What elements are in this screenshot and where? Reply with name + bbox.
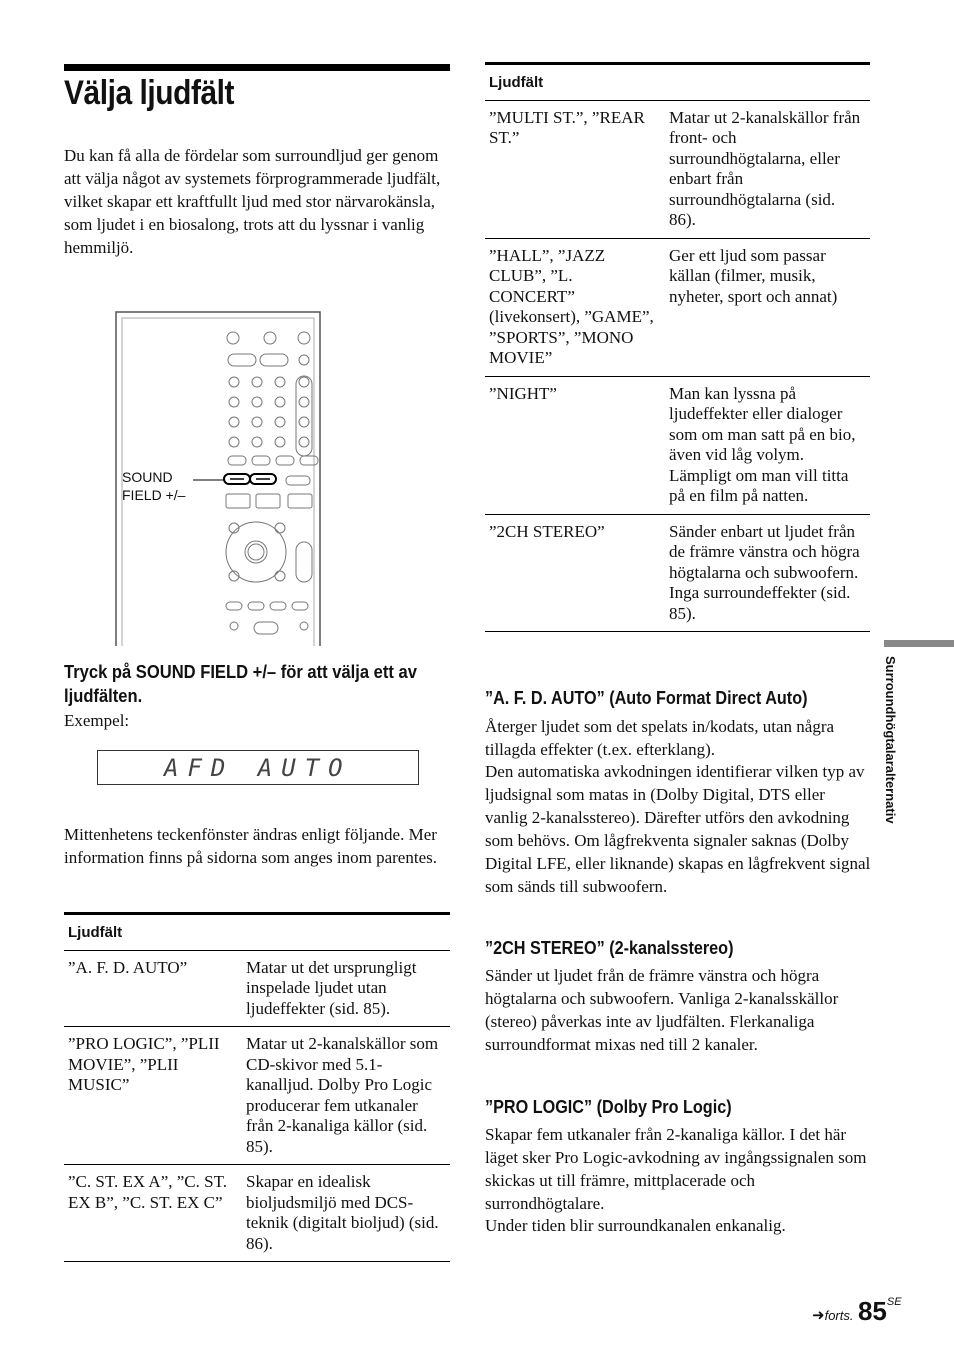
sound-field-label-line2: FIELD +/–: [122, 487, 186, 503]
sound-field-table-right: [485, 62, 870, 632]
intro-paragraph: Du kan få alla de fördelar som surroundljud ger genom att välja något av systemets förprogrammerade ljudfält, vilket skapar ett kraftfullt ljud med stor närvarokänsla, som ljudet i en biosalong, trots att du lyssnar i vanlig hemmiljö.: [64, 146, 441, 257]
sound-field-desc: Man kan lyssna på ljudeffekter eller dialoger som om man satt på en bio, även vid låg volym. Lämpligt om man vill titta på en film på natten.: [665, 376, 870, 514]
sound-field-name: ”A. F. D. AUTO”: [64, 950, 242, 1027]
side-tab-text: Surroundhögtalaralternativ: [883, 656, 898, 824]
front-panel-display: [97, 750, 419, 785]
sound-field-label: [122, 468, 185, 504]
table-row: [485, 376, 870, 514]
sound-field-name: ”2CH STEREO”: [485, 514, 665, 632]
display-explanation: Mittenhetens teckenfönster ändras enligt följande. Mer information finns på sidorna som anges inom parentes.: [64, 825, 437, 867]
sound-field-desc: Matar ut det ursprungligt inspelade ljudet utan ljudeffekter (sid. 85).: [242, 950, 450, 1027]
section-text-pro-logic-1: Skapar fem utkanaler från 2-kanaliga källor. I det här läget sker Pro Logic-avkodning av ingångssignalen som skickas ut till främre, mittplacerade och surrondhögtalare.: [485, 1125, 867, 1213]
page-title: Välja ljudfält: [64, 74, 235, 112]
section-heading-2ch: ”2CH STEREO” (2-kanalsstereo): [485, 938, 734, 958]
page-number: 85: [857, 1296, 887, 1326]
table-row: [485, 514, 870, 632]
section-text-afd-2: Den automatiska avkodningen identifierar vilken typ av ljudsignal som matas in (Dolby Digital, DTS eller vanlig 2-kanalsstereo). Därefter utförs den avkodning som behövs. Om lågfrekventa signaler saknas (Dolby Digital LFE, eller liknande) skapas en lågfrekvent signal som sänds till subwoofern.: [485, 762, 871, 896]
sound-field-desc: Skapar en idealisk bioljudsmiljö med DCS-teknik (digitalt bioljud) (sid. 86).: [242, 1165, 450, 1262]
sound-field-name: ”PRO LOGIC”, ”PLII MOVIE”, ”PLII MUSIC”: [64, 1027, 242, 1165]
sound-field-label-line1: SOUND: [122, 469, 173, 485]
display-text: AFD AUTO: [164, 754, 352, 782]
page-suffix: SE: [886, 1296, 902, 1308]
table-header: Ljudfält: [485, 64, 870, 101]
sound-field-name: ”HALL”, ”JAZZ CLUB”, ”L. CONCERT” (livekonsert), ”GAME”, ”SPORTS”, ”MONO MOVIE”: [485, 238, 665, 376]
side-tab-label: [884, 656, 904, 856]
arrow-right-icon: ➜: [812, 1307, 825, 1324]
sound-field-desc: Ger ett ljud som passar källan (filmer, musik, nyheter, sport och annat): [665, 238, 870, 376]
section-heading-pro-logic: ”PRO LOGIC” (Dolby Pro Logic): [485, 1097, 732, 1117]
continued-label: forts.: [824, 1308, 854, 1323]
table-header-row: [485, 64, 870, 101]
table-row: [64, 1027, 450, 1165]
section-text-afd-1: Återger ljudet som det spelats in/kodats, utan några tillagda effekter (t.ex. efterklang).: [485, 717, 835, 759]
sound-field-name: ”NIGHT”: [485, 376, 665, 514]
sound-field-desc: Matar ut 2-kanalskällor som CD-skivor med 5.1-kanalljud. Dolby Pro Logic producerar fem utkanaler från 2-kanaliga källor (sid. 85).: [242, 1027, 450, 1165]
table-row: [64, 950, 450, 1027]
example-label: Exempel:: [64, 711, 130, 730]
step-instruction: Tryck på SOUND FIELD +/– för att välja ett av ljudfälten.: [64, 662, 417, 706]
page-footer: [812, 1296, 902, 1327]
table-row: [64, 1165, 450, 1262]
table-row: [485, 100, 870, 238]
title-rule: [64, 64, 450, 71]
sound-field-desc: Matar ut 2-kanalskällor från front- och surroundhögtalarna, eller enbart från surroundhögtalarna (sid. 86).: [665, 100, 870, 238]
table-row: [485, 238, 870, 376]
table-header: Ljudfält: [64, 914, 450, 951]
sound-field-table-left: [64, 912, 450, 1262]
sound-field-name: ”C. ST. EX A”, ”C. ST. EX B”, ”C. ST. EX C”: [64, 1165, 242, 1262]
section-heading-afd: ”A. F. D. AUTO” (Auto Format Direct Auto): [485, 688, 808, 708]
section-text-2ch: Sänder ut ljudet från de främre vänstra och högra högtalarna och subwoofern. Vanliga 2-kanalsskällor (stereo) påverkas inte av ljudfälten. Flerkanaliga surroundformat mixas ned till 2 kanaler.: [485, 966, 839, 1054]
section-text-pro-logic-2: Under tiden blir surroundkanalen enkanalig.: [485, 1216, 786, 1235]
sound-field-desc: Sänder enbart ut ljudet från de främre vänstra och högra högtalarna och subwoofern. Inga surroundeffekter (sid. 85).: [665, 514, 870, 632]
side-tab-bar: [884, 640, 954, 647]
table-header-row: [64, 914, 450, 951]
sound-field-name: ”MULTI ST.”, ”REAR ST.”: [485, 100, 665, 238]
